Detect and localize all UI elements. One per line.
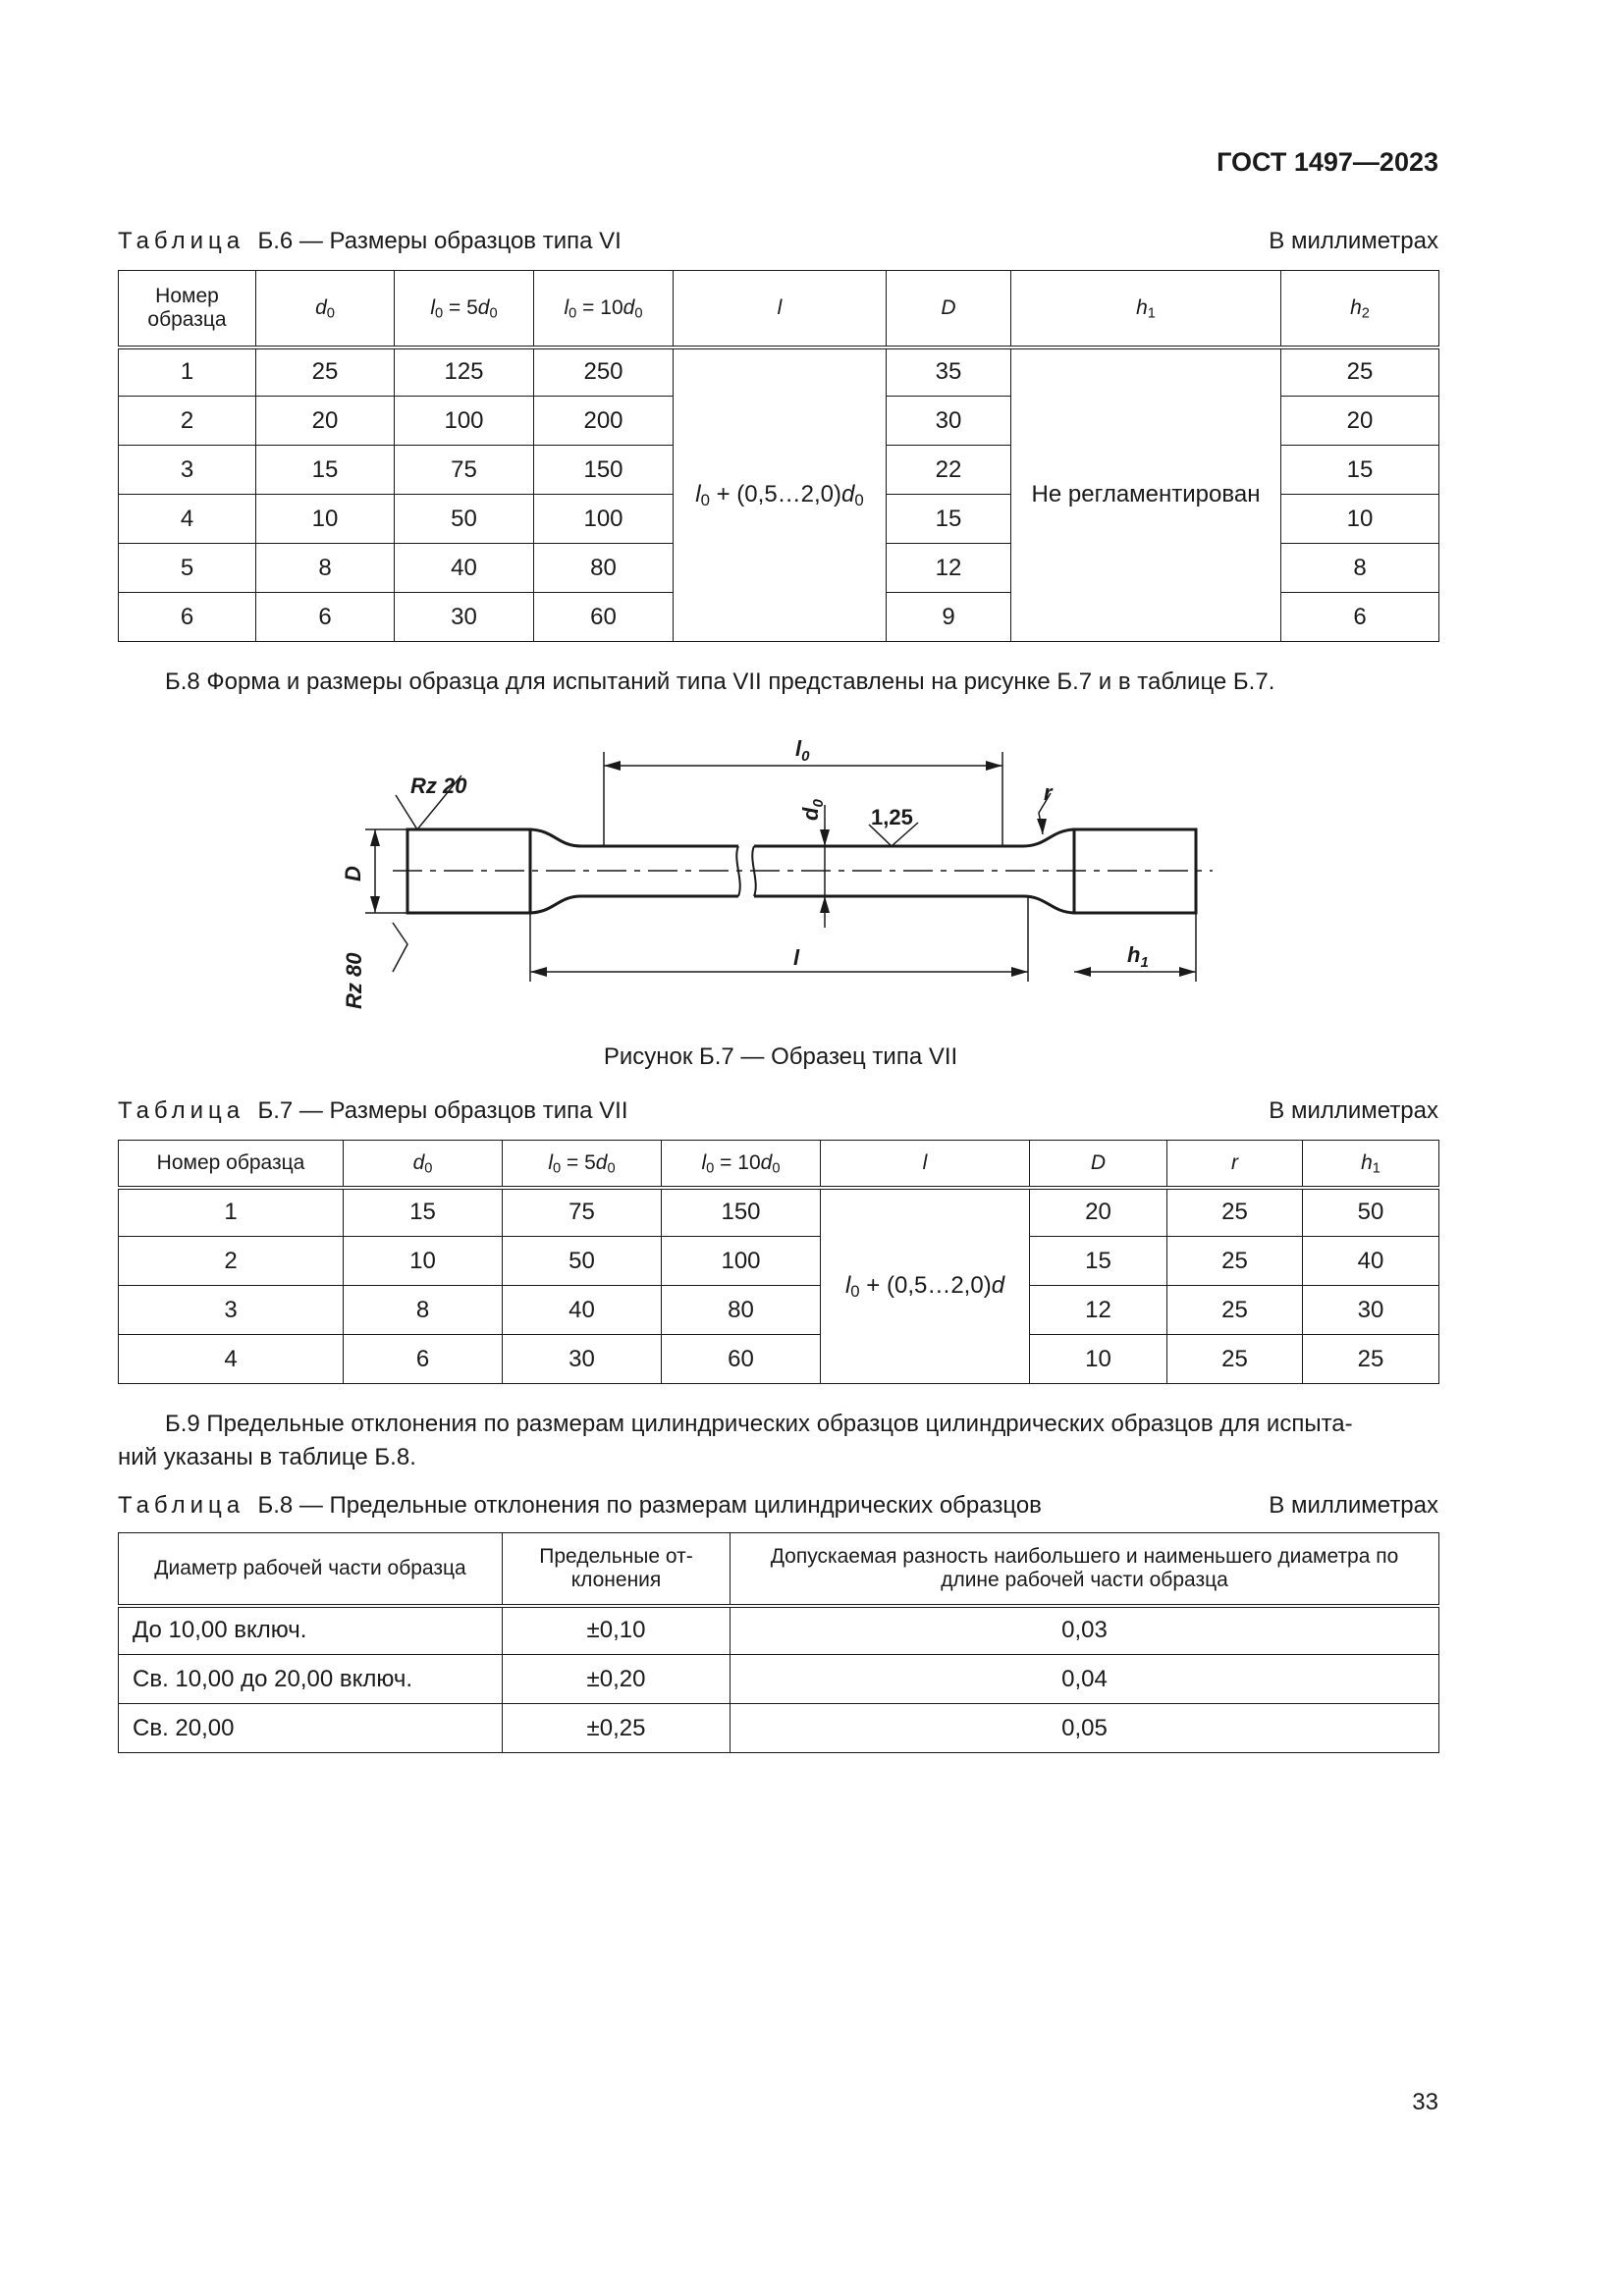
- specimen-drawing: [334, 726, 1237, 1021]
- table-cell: 6: [256, 593, 395, 642]
- table-cell: 1: [119, 1188, 344, 1237]
- table-cell: 15: [344, 1188, 503, 1237]
- table-b7-title: Таблица Б.7 — Размеры образцов типа VII: [118, 1097, 628, 1124]
- table-cell: 6: [344, 1335, 503, 1384]
- col-header-l0-10d0: $l_0 = 10d_0$: [662, 1141, 821, 1188]
- label-l: l: [793, 945, 800, 970]
- figure-caption: Рисунок Б.7 — Образец типа VII: [603, 1043, 958, 1070]
- col-header-difference: Допускаемая разность наибольшего и наименьшего диаметра по длине рабочей части образца: [731, 1533, 1439, 1606]
- table-row: [119, 1188, 1439, 1237]
- table-cell: 40: [503, 1286, 662, 1335]
- table-row: [119, 347, 1439, 397]
- table-cell: 75: [503, 1188, 662, 1237]
- table-cell: 125: [395, 347, 534, 397]
- table-b7: [118, 1140, 1439, 1384]
- col-header-h1: $h_1$: [1303, 1141, 1439, 1188]
- table-cell: ±0,20: [503, 1655, 731, 1704]
- table-cell: 250: [534, 347, 674, 397]
- table-cell: 10: [344, 1237, 503, 1286]
- table-cell: 25: [1167, 1237, 1303, 1286]
- table-row: [119, 1606, 1439, 1655]
- table-row: [119, 1286, 1439, 1335]
- table-cell: 6: [1281, 593, 1439, 642]
- table-b8-units: В миллиметрах: [1269, 1492, 1438, 1519]
- table-b7-units: В миллиметрах: [1269, 1097, 1438, 1124]
- table-cell: 25: [256, 347, 395, 397]
- col-header-D: D: [1030, 1141, 1167, 1188]
- table-cell: 30: [503, 1335, 662, 1384]
- page-number: 33: [1412, 2089, 1438, 2115]
- table-cell: 80: [534, 544, 674, 593]
- table-cell: 0,03: [731, 1606, 1439, 1655]
- col-header-d0: $d_0$: [256, 271, 395, 347]
- table-cell: 30: [1303, 1286, 1439, 1335]
- table-cell: 10: [256, 495, 395, 544]
- table-cell: 25: [1281, 347, 1439, 397]
- table-row: [119, 1655, 1439, 1704]
- h1-value-cell: Не регламентирован: [1011, 347, 1281, 642]
- dimension-arrows: [370, 761, 1196, 977]
- col-header-r: r: [1167, 1141, 1303, 1188]
- table-b8-caption: [118, 1492, 1438, 1520]
- table-cell: 25: [1167, 1335, 1303, 1384]
- table-cell: 30: [395, 593, 534, 642]
- label-l0: $l_0$: [795, 736, 810, 765]
- table-cell: 100: [395, 397, 534, 446]
- table-row: [119, 1237, 1439, 1286]
- table-cell: 100: [534, 495, 674, 544]
- label-D: D: [341, 866, 365, 881]
- table-cell: 50: [395, 495, 534, 544]
- table-cell: 60: [534, 593, 674, 642]
- table-b6-title: Таблица Б.6 — Размеры образцов типа VI: [118, 228, 622, 254]
- table-b8: [118, 1532, 1439, 1753]
- table-cell: 4: [119, 495, 256, 544]
- table-row: [119, 1704, 1439, 1753]
- table-cell: 20: [1281, 397, 1439, 446]
- table-cell: Св. 20,00: [119, 1704, 503, 1753]
- table-cell: 0,04: [731, 1655, 1439, 1704]
- l-formula-cell: $l_0$ + $(0,5\dots 2,0)d_0$: [674, 347, 887, 642]
- table-cell: 12: [887, 544, 1011, 593]
- col-header-l: l: [674, 271, 887, 347]
- table-cell: 25: [1167, 1188, 1303, 1237]
- table-cell: 5: [119, 544, 256, 593]
- table-cell: 15: [256, 446, 395, 495]
- col-header-number: Номер образца: [119, 271, 256, 347]
- col-header-diameter: Диаметр рабочей части образца: [119, 1533, 503, 1606]
- dimension-lines: [365, 752, 1196, 982]
- col-header-h2: $h_2$: [1281, 271, 1439, 347]
- table-cell: 2: [119, 1237, 344, 1286]
- paragraph-b9: Б.9 Предельные отклонения по размерам цилиндрических образцов цилиндрических образцов для испыта- ний указаны в таблице Б.8.: [118, 1411, 1353, 1470]
- col-header-l: l: [821, 1141, 1030, 1188]
- table-cell: 15: [887, 495, 1011, 544]
- table-cell: 40: [395, 544, 534, 593]
- label-h1: $h_1$: [1127, 942, 1149, 971]
- table-cell: 3: [119, 446, 256, 495]
- table-cell: 20: [256, 397, 395, 446]
- table-cell: 8: [344, 1286, 503, 1335]
- table-cell: 10: [1030, 1335, 1167, 1384]
- table-b6: [118, 270, 1439, 642]
- table-cell: ±0,25: [503, 1704, 731, 1753]
- table-cell: 6: [119, 593, 256, 642]
- col-header-number: Номер образца: [119, 1141, 344, 1188]
- table-b8-title: Таблица Б.8 — Предельные отклонения по размерам цилиндрических образцов: [118, 1492, 1042, 1519]
- label-rz20: Rz 20: [410, 774, 467, 798]
- col-header-D: D: [887, 271, 1011, 347]
- col-header-h1: $h_1$: [1011, 271, 1281, 347]
- table-cell: 22: [887, 446, 1011, 495]
- table-cell: 12: [1030, 1286, 1167, 1335]
- table-cell: 25: [1303, 1335, 1439, 1384]
- table-cell: 4: [119, 1335, 344, 1384]
- table-cell: 80: [662, 1286, 821, 1335]
- table-cell: 15: [1281, 446, 1439, 495]
- table-b7-caption: [118, 1097, 1438, 1125]
- col-header-l0-5d0: $l_0 = 5d_0$: [503, 1141, 662, 1188]
- table-cell: 3: [119, 1286, 344, 1335]
- l-formula-cell: $l_0$ + (0,5…2,0)d: [821, 1188, 1030, 1384]
- table-cell: 40: [1303, 1237, 1439, 1286]
- table-cell: 200: [534, 397, 674, 446]
- table-cell: 9: [887, 593, 1011, 642]
- table-cell: 100: [662, 1237, 821, 1286]
- table-cell: 8: [256, 544, 395, 593]
- table-cell: 1: [119, 347, 256, 397]
- col-header-deviation: Предельные от- клонения: [503, 1533, 731, 1606]
- label-roughness: 1,25: [871, 805, 913, 829]
- table-cell: 30: [887, 397, 1011, 446]
- table-cell: 15: [1030, 1237, 1167, 1286]
- table-cell: 150: [662, 1188, 821, 1237]
- table-cell: 35: [887, 347, 1011, 397]
- table-cell: 20: [1030, 1188, 1167, 1237]
- label-d0: $d_0$: [798, 799, 827, 821]
- table-cell: 8: [1281, 544, 1439, 593]
- table-cell: 150: [534, 446, 674, 495]
- table-cell: 60: [662, 1335, 821, 1384]
- table-cell: 2: [119, 397, 256, 446]
- table-cell: 75: [395, 446, 534, 495]
- table-b6-units: В миллиметрах: [1269, 228, 1438, 254]
- table-cell: 0,05: [731, 1704, 1439, 1753]
- table-cell: 25: [1167, 1286, 1303, 1335]
- table-cell: 50: [1303, 1188, 1439, 1237]
- paragraph-b8: Б.8 Форма и размеры образца для испытаний типа VII представлены на рисунке Б.7 и в таблице Б.7.: [165, 668, 1275, 695]
- document-header: ГОСТ 1497—2023: [1217, 147, 1438, 177]
- table-cell: 50: [503, 1237, 662, 1286]
- table-row: [119, 1335, 1439, 1384]
- label-rz80: Rz 80: [342, 952, 366, 1009]
- table-b6-caption: [118, 228, 1438, 255]
- table-cell: 10: [1281, 495, 1439, 544]
- table-cell: ±0,10: [503, 1606, 731, 1655]
- col-header-l0-5d0: $l_0 = 5d_0$: [395, 271, 534, 347]
- col-header-l0-10d0: $l_0 = 10d_0$: [534, 271, 674, 347]
- table-cell: Св. 10,00 до 20,00 включ.: [119, 1655, 503, 1704]
- col-header-d0: $d_0$: [344, 1141, 503, 1188]
- table-cell: До 10,00 включ.: [119, 1606, 503, 1655]
- label-r: r: [1044, 780, 1053, 805]
